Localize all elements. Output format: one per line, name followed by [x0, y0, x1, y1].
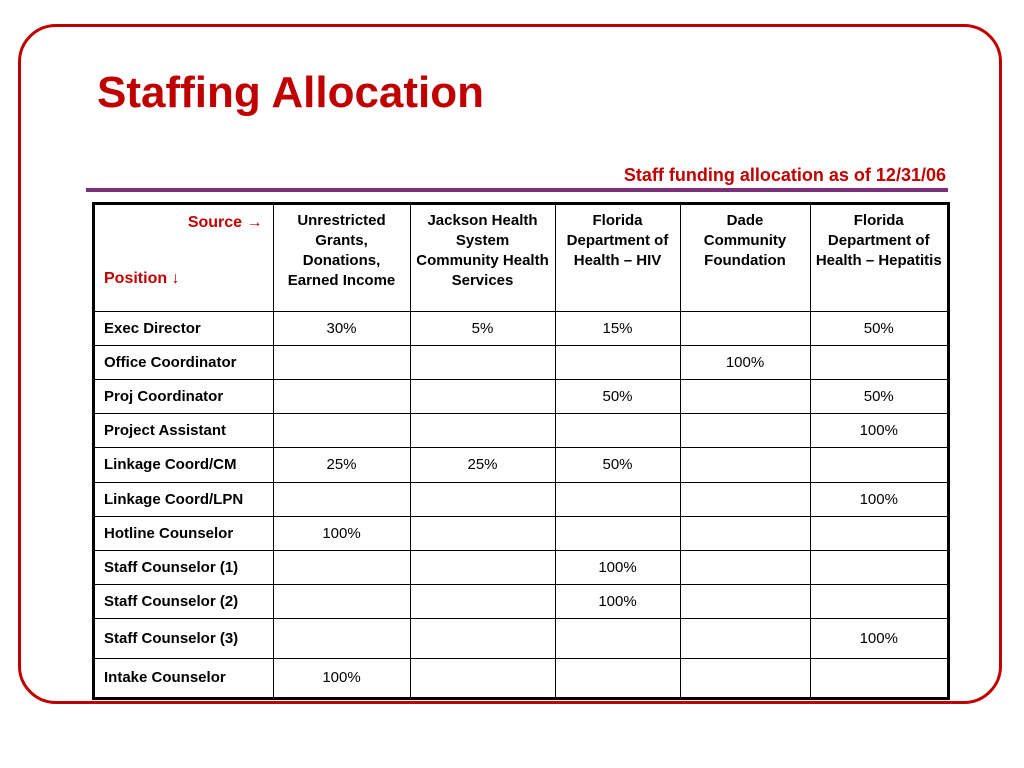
allocation-cell: 25% [410, 448, 555, 482]
table-row [95, 551, 947, 585]
allocation-cell: 25% [273, 448, 410, 482]
allocation-cell: 100% [810, 482, 947, 516]
allocation-cell [410, 551, 555, 585]
allocation-cell [680, 551, 810, 585]
allocation-cell [810, 658, 947, 697]
allocation-cell [410, 379, 555, 413]
allocation-cell [555, 516, 680, 550]
table-row [95, 585, 947, 619]
allocation-cell [680, 585, 810, 619]
allocation-cell [273, 551, 410, 585]
allocation-cell: 100% [680, 345, 810, 379]
allocation-cell [680, 516, 810, 550]
position-cell: Office Coordinator [95, 345, 273, 379]
allocation-cell: 5% [410, 311, 555, 345]
table-row [95, 658, 947, 697]
allocation-cell [410, 345, 555, 379]
allocation-cell [273, 619, 410, 658]
allocation-cell [410, 658, 555, 697]
allocation-cell [680, 658, 810, 697]
allocation-cell [810, 551, 947, 585]
position-cell: Proj Coordinator [95, 379, 273, 413]
allocation-cell [680, 482, 810, 516]
allocation-cell [680, 311, 810, 345]
position-cell: Linkage Coord/LPN [95, 482, 273, 516]
position-cell: Staff Counselor (1) [95, 551, 273, 585]
table-header-row [95, 205, 947, 311]
allocation-cell [810, 448, 947, 482]
allocation-cell [810, 516, 947, 550]
position-cell: Exec Director [95, 311, 273, 345]
allocation-cell [810, 585, 947, 619]
table-row [95, 516, 947, 550]
divider-rule [86, 188, 948, 192]
allocation-cell [410, 585, 555, 619]
allocation-cell: 30% [273, 311, 410, 345]
allocation-cell: 50% [810, 379, 947, 413]
table-row [95, 619, 947, 658]
allocation-cell [410, 482, 555, 516]
page-subtitle: Staff funding allocation as of 12/31/06 [623, 165, 946, 185]
allocation-cell [680, 379, 810, 413]
allocation-cell: 15% [555, 311, 680, 345]
allocation-cell: 50% [555, 379, 680, 413]
column-header: Unrestricted Grants, Donations, Earned Income [273, 205, 410, 311]
allocation-cell [410, 516, 555, 550]
position-cell: Staff Counselor (3) [95, 619, 273, 658]
allocation-cell: 100% [810, 619, 947, 658]
column-header: Dade Community Foundation [680, 205, 810, 311]
table-row [95, 379, 947, 413]
allocation-cell [273, 585, 410, 619]
allocation-table [95, 205, 947, 697]
allocation-cell [555, 414, 680, 448]
allocation-cell: 50% [555, 448, 680, 482]
position-label: Position ↓ [104, 270, 180, 287]
allocation-cell: 100% [273, 658, 410, 697]
allocation-cell [680, 414, 810, 448]
allocation-cell [810, 345, 947, 379]
allocation-cell [410, 619, 555, 658]
allocation-table-container [92, 202, 950, 700]
allocation-cell [273, 414, 410, 448]
table-row [95, 345, 947, 379]
allocation-cell [273, 379, 410, 413]
source-label: Source → [187, 214, 263, 231]
table-row [95, 311, 947, 345]
column-header: Jackson Health System Community Health Services [410, 205, 555, 311]
table-row [95, 448, 947, 482]
allocation-cell: 100% [273, 516, 410, 550]
position-cell: Linkage Coord/CM [95, 448, 273, 482]
table-row [95, 482, 947, 516]
allocation-cell [680, 448, 810, 482]
allocation-cell: 100% [555, 585, 680, 619]
allocation-cell [555, 345, 680, 379]
allocation-cell [410, 414, 555, 448]
table-row [95, 414, 947, 448]
position-cell: Intake Counselor [95, 658, 273, 697]
allocation-cell [273, 482, 410, 516]
allocation-cell: 100% [555, 551, 680, 585]
allocation-cell [555, 658, 680, 697]
allocation-cell [555, 619, 680, 658]
allocation-cell [273, 345, 410, 379]
corner-header-cell [95, 205, 273, 311]
allocation-cell [680, 619, 810, 658]
column-header: Florida Department of Health – Hepatitis [810, 205, 947, 311]
position-cell: Hotline Counselor [95, 516, 273, 550]
allocation-cell [555, 482, 680, 516]
position-cell: Project Assistant [95, 414, 273, 448]
position-cell: Staff Counselor (2) [95, 585, 273, 619]
column-header: Florida Department of Health – HIV [555, 205, 680, 311]
page-title: Staffing Allocation [97, 68, 485, 117]
allocation-cell: 100% [810, 414, 947, 448]
allocation-cell: 50% [810, 311, 947, 345]
